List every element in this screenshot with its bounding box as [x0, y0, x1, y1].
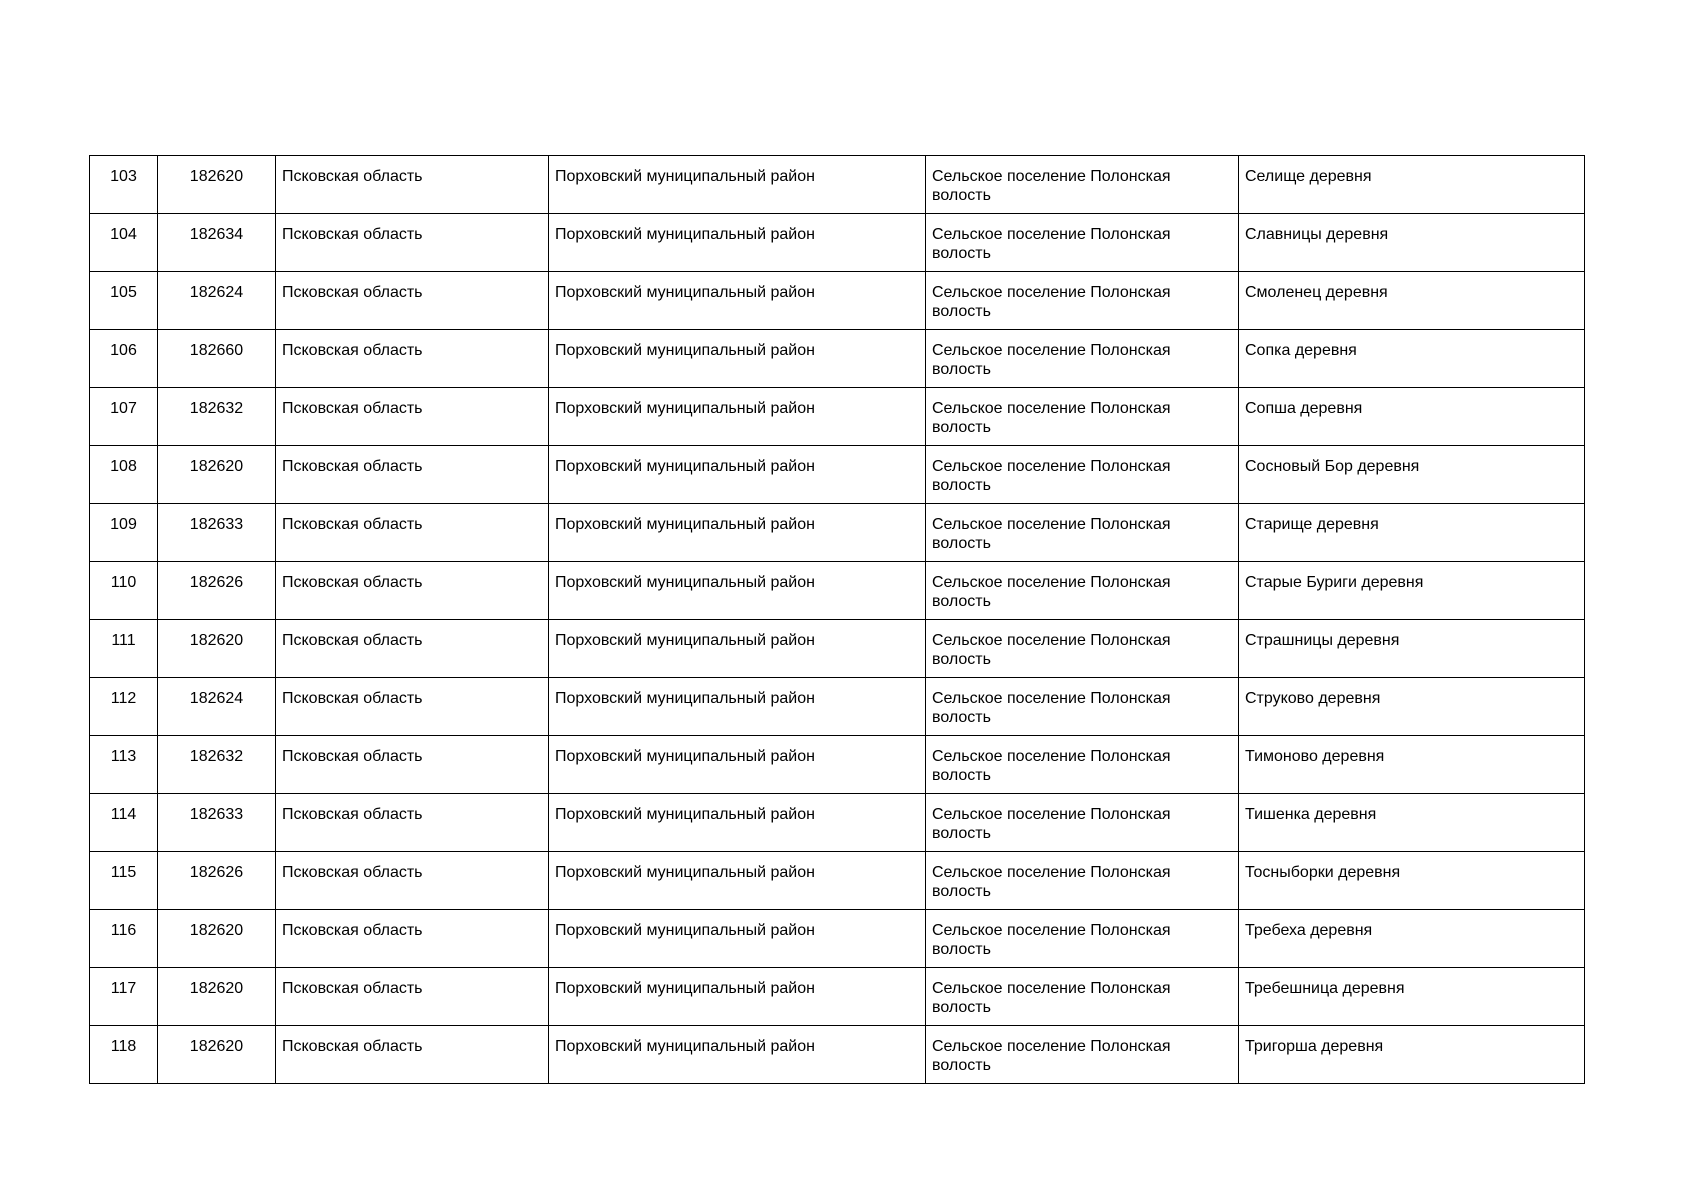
district-cell: Порховский муниципальный район: [549, 1026, 926, 1084]
locality-cell: Сопка деревня: [1239, 330, 1585, 388]
region-cell: Псковская область: [276, 388, 549, 446]
row-number-cell: 107: [90, 388, 158, 446]
table-row: [90, 330, 1585, 388]
region-cell: Псковская область: [276, 272, 549, 330]
table-row: [90, 156, 1585, 214]
postal-code-cell: 182633: [158, 794, 276, 852]
district-cell: Порховский муниципальный район: [549, 794, 926, 852]
settlement-cell: Сельское поселение Полонская волость: [926, 388, 1239, 446]
postal-code-cell: 182632: [158, 388, 276, 446]
district-cell: Порховский муниципальный район: [549, 330, 926, 388]
district-cell: Порховский муниципальный район: [549, 910, 926, 968]
postal-code-cell: 182620: [158, 446, 276, 504]
row-number-cell: 105: [90, 272, 158, 330]
settlement-cell: Сельское поселение Полонская волость: [926, 620, 1239, 678]
row-number-cell: 103: [90, 156, 158, 214]
settlement-cell: Сельское поселение Полонская волость: [926, 794, 1239, 852]
district-cell: Порховский муниципальный район: [549, 214, 926, 272]
settlement-cell: Сельское поселение Полонская волость: [926, 272, 1239, 330]
postal-code-cell: 182620: [158, 968, 276, 1026]
table-row: [90, 910, 1585, 968]
settlement-cell: Сельское поселение Полонская волость: [926, 1026, 1239, 1084]
region-cell: Псковская область: [276, 794, 549, 852]
postal-code-cell: 182620: [158, 910, 276, 968]
postal-code-cell: 182634: [158, 214, 276, 272]
locality-cell: Требешница деревня: [1239, 968, 1585, 1026]
district-cell: Порховский муниципальный район: [549, 678, 926, 736]
postal-code-cell: 182626: [158, 562, 276, 620]
locality-cell: Сопша деревня: [1239, 388, 1585, 446]
postal-code-cell: 182620: [158, 1026, 276, 1084]
district-cell: Порховский муниципальный район: [549, 388, 926, 446]
region-cell: Псковская область: [276, 562, 549, 620]
district-cell: Порховский муниципальный район: [549, 446, 926, 504]
settlement-cell: Сельское поселение Полонская волость: [926, 330, 1239, 388]
row-number-cell: 118: [90, 1026, 158, 1084]
settlement-cell: Сельское поселение Полонская волость: [926, 852, 1239, 910]
table-body: [90, 156, 1585, 1084]
table-row: [90, 446, 1585, 504]
row-number-cell: 115: [90, 852, 158, 910]
district-cell: Порховский муниципальный район: [549, 736, 926, 794]
row-number-cell: 113: [90, 736, 158, 794]
postal-code-cell: 182620: [158, 156, 276, 214]
locality-cell: Страшницы деревня: [1239, 620, 1585, 678]
table-row: [90, 1026, 1585, 1084]
row-number-cell: 106: [90, 330, 158, 388]
postal-code-cell: 182633: [158, 504, 276, 562]
postal-code-cell: 182660: [158, 330, 276, 388]
settlement-cell: Сельское поселение Полонская волость: [926, 910, 1239, 968]
locality-cell: Тишенка деревня: [1239, 794, 1585, 852]
locality-cell: Сосновый Бор деревня: [1239, 446, 1585, 504]
table-row: [90, 678, 1585, 736]
settlement-cell: Сельское поселение Полонская волость: [926, 562, 1239, 620]
row-number-cell: 117: [90, 968, 158, 1026]
row-number-cell: 110: [90, 562, 158, 620]
locality-cell: Славницы деревня: [1239, 214, 1585, 272]
region-cell: Псковская область: [276, 156, 549, 214]
row-number-cell: 108: [90, 446, 158, 504]
table-row: [90, 504, 1585, 562]
row-number-cell: 114: [90, 794, 158, 852]
settlement-cell: Сельское поселение Полонская волость: [926, 678, 1239, 736]
region-cell: Псковская область: [276, 620, 549, 678]
district-cell: Порховский муниципальный район: [549, 852, 926, 910]
postal-code-cell: 182624: [158, 272, 276, 330]
region-cell: Псковская область: [276, 214, 549, 272]
row-number-cell: 111: [90, 620, 158, 678]
row-number-cell: 116: [90, 910, 158, 968]
region-cell: Псковская область: [276, 852, 549, 910]
locality-cell: Селище деревня: [1239, 156, 1585, 214]
region-cell: Псковская область: [276, 736, 549, 794]
settlement-cell: Сельское поселение Полонская волость: [926, 504, 1239, 562]
locality-cell: Требеха деревня: [1239, 910, 1585, 968]
locality-cell: Тосныборки деревня: [1239, 852, 1585, 910]
district-cell: Порховский муниципальный район: [549, 504, 926, 562]
region-cell: Псковская область: [276, 330, 549, 388]
locality-cell: Старые Буриги деревня: [1239, 562, 1585, 620]
row-number-cell: 112: [90, 678, 158, 736]
region-cell: Псковская область: [276, 1026, 549, 1084]
region-cell: Псковская область: [276, 910, 549, 968]
table-row: [90, 620, 1585, 678]
region-cell: Псковская область: [276, 678, 549, 736]
postal-code-cell: 182632: [158, 736, 276, 794]
table-row: [90, 736, 1585, 794]
locality-cell: Старище деревня: [1239, 504, 1585, 562]
table-row: [90, 794, 1585, 852]
settlement-cell: Сельское поселение Полонская волость: [926, 968, 1239, 1026]
locality-cell: Смоленец деревня: [1239, 272, 1585, 330]
table-row: [90, 214, 1585, 272]
region-cell: Псковская область: [276, 446, 549, 504]
locality-cell: Тригорша деревня: [1239, 1026, 1585, 1084]
table-row: [90, 562, 1585, 620]
region-cell: Псковская область: [276, 968, 549, 1026]
district-cell: Порховский муниципальный район: [549, 156, 926, 214]
row-number-cell: 104: [90, 214, 158, 272]
district-cell: Порховский муниципальный район: [549, 620, 926, 678]
postal-code-cell: 182624: [158, 678, 276, 736]
row-number-cell: 109: [90, 504, 158, 562]
settlement-cell: Сельское поселение Полонская волость: [926, 736, 1239, 794]
table-row: [90, 388, 1585, 446]
district-cell: Порховский муниципальный район: [549, 272, 926, 330]
district-cell: Порховский муниципальный район: [549, 562, 926, 620]
postal-code-cell: 182620: [158, 620, 276, 678]
settlement-cell: Сельское поселение Полонская волость: [926, 156, 1239, 214]
region-cell: Псковская область: [276, 504, 549, 562]
postal-code-cell: 182626: [158, 852, 276, 910]
table-row: [90, 852, 1585, 910]
table-row: [90, 272, 1585, 330]
address-table: [89, 155, 1585, 1084]
locality-cell: Тимоново деревня: [1239, 736, 1585, 794]
locality-cell: Струково деревня: [1239, 678, 1585, 736]
settlement-cell: Сельское поселение Полонская волость: [926, 446, 1239, 504]
district-cell: Порховский муниципальный район: [549, 968, 926, 1026]
table-row: [90, 968, 1585, 1026]
settlement-cell: Сельское поселение Полонская волость: [926, 214, 1239, 272]
